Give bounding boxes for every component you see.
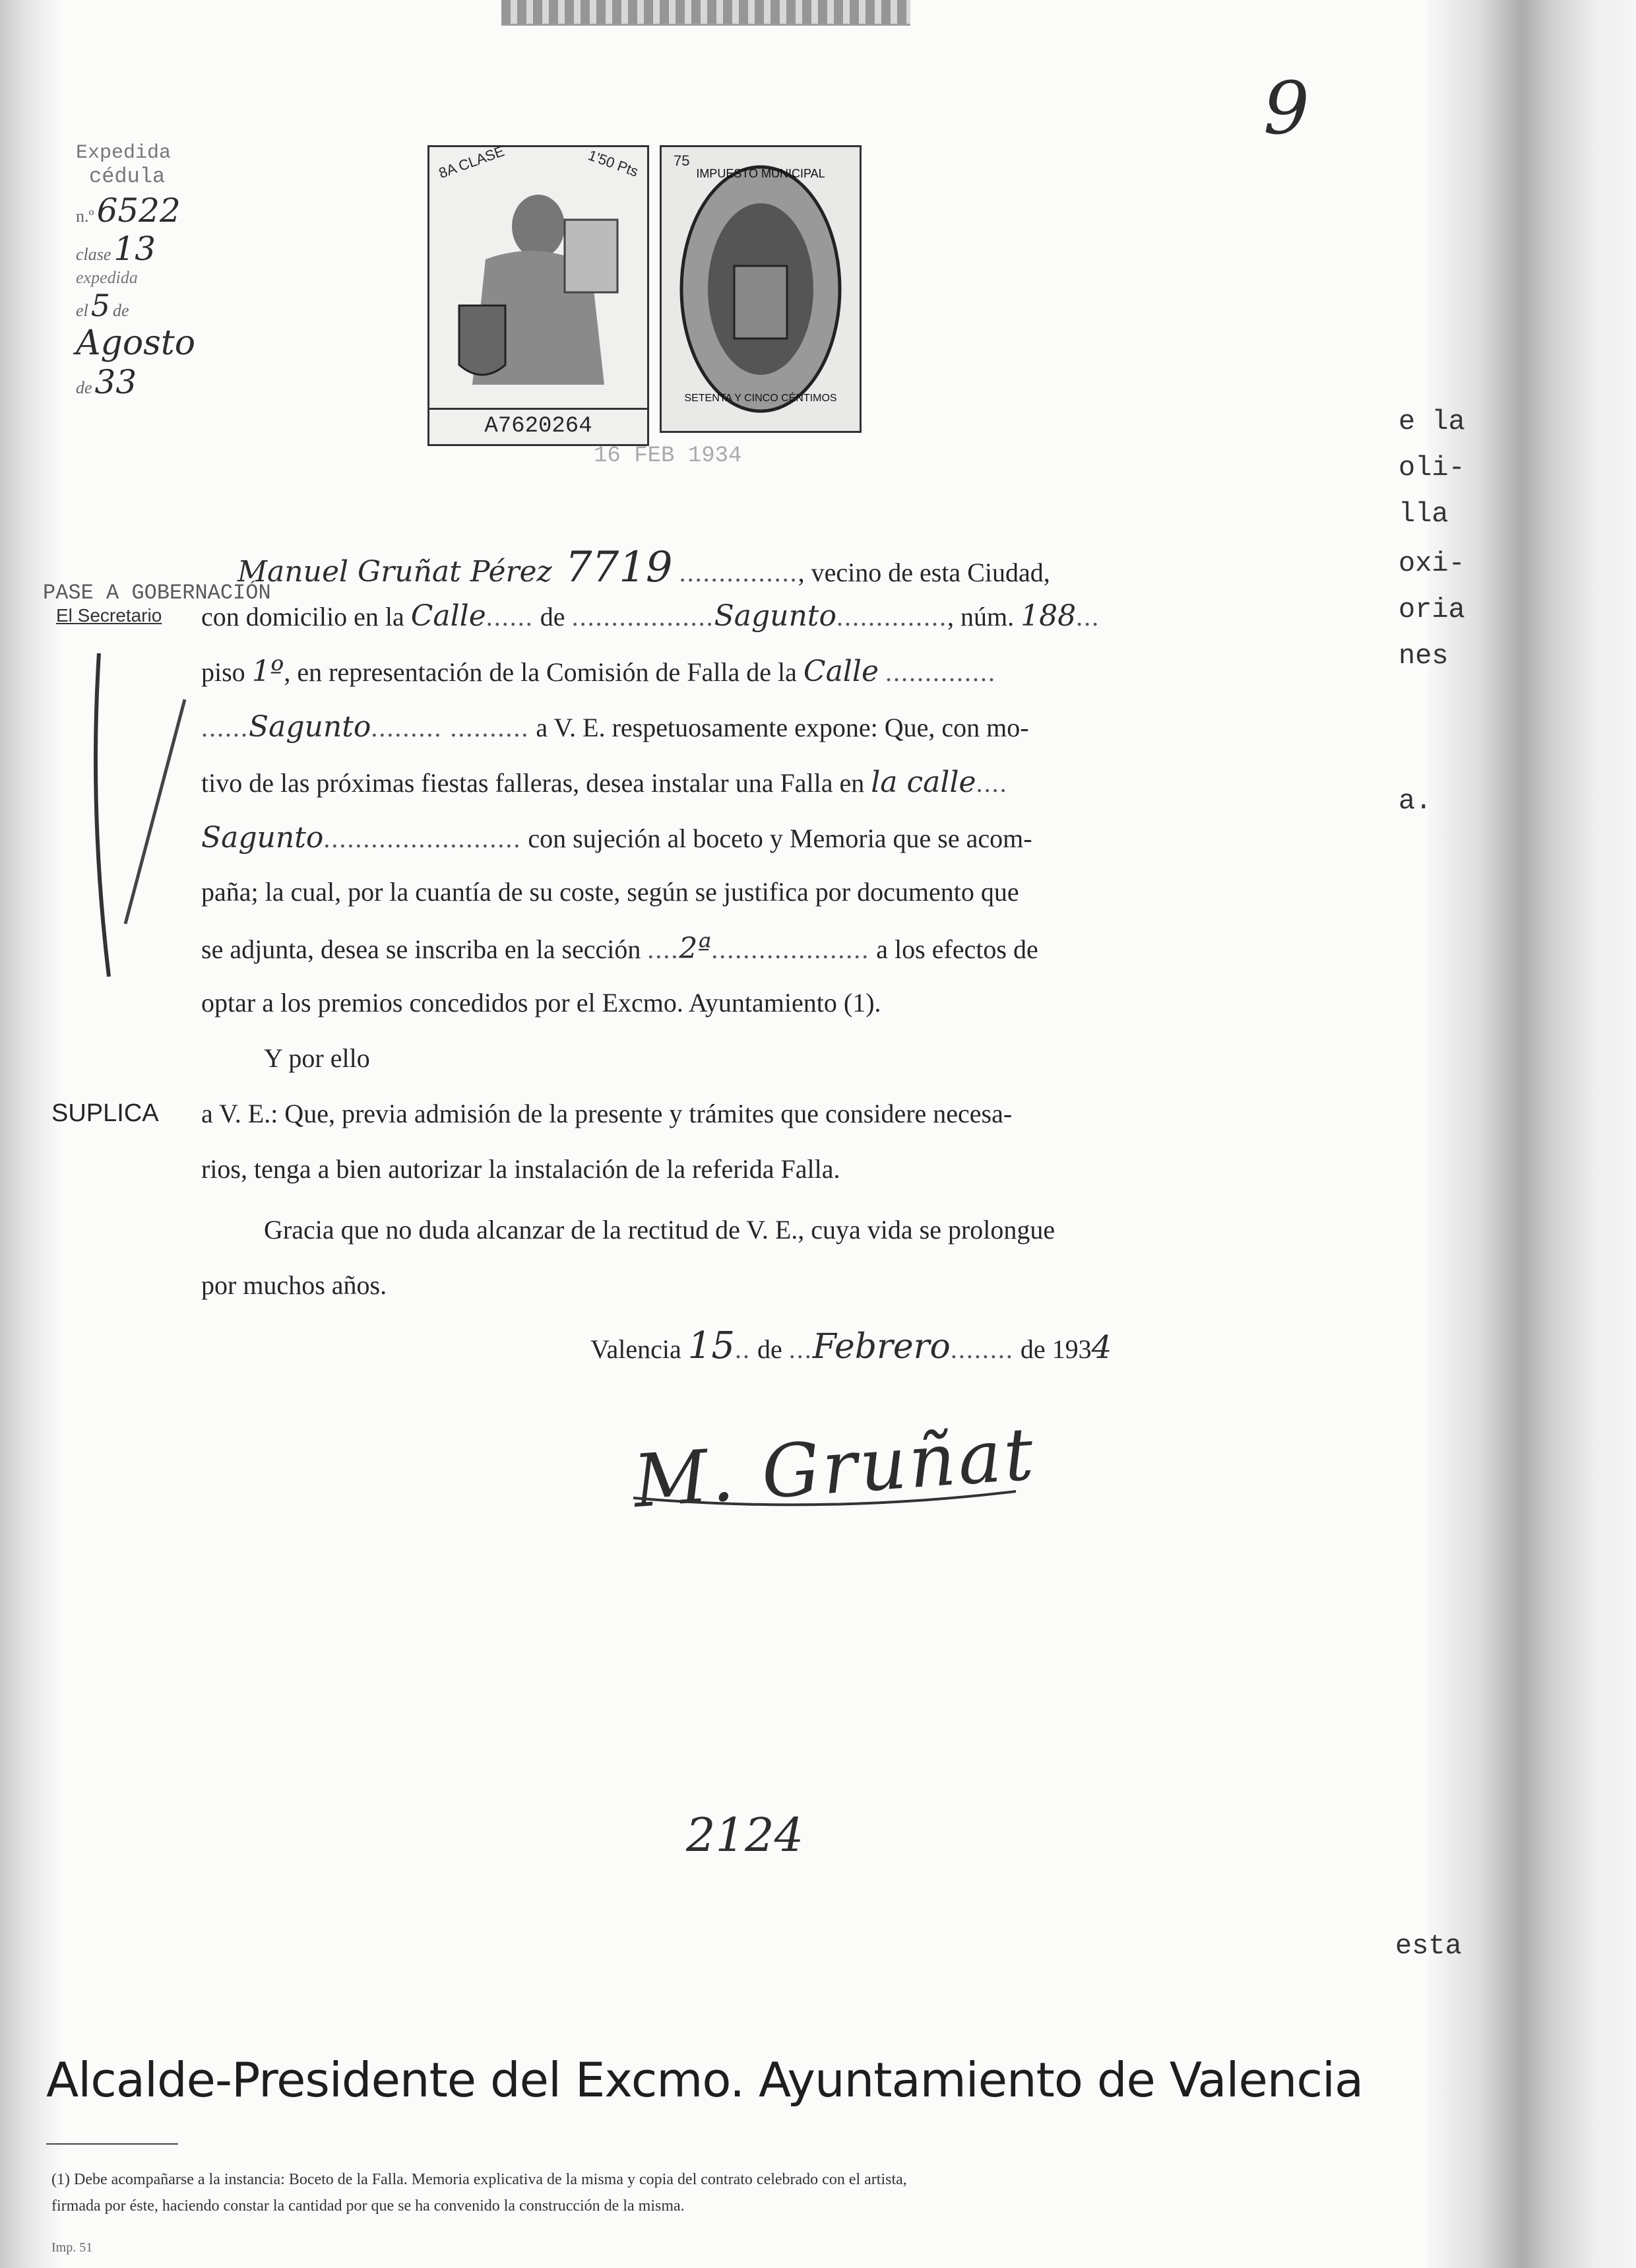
municipal-stamp-top-text: IMPUESTO MUNICIPAL — [696, 167, 825, 180]
right-fragment-8: esta — [1395, 1930, 1462, 1962]
clase-value: 13 — [113, 230, 156, 268]
el-label: el — [76, 301, 88, 320]
handwritten-number: 2124 — [686, 1808, 804, 1862]
calle-fill-2: Calle — [803, 655, 879, 688]
line6-text: con sujeción al boceto y Memoria que se acom- — [528, 824, 1032, 853]
municipal-oval-image — [668, 154, 853, 424]
calle-fill: Calle — [410, 599, 486, 633]
petition-line-9: optar a los premios concedidos por el Excmo. Ayuntamiento (1). — [201, 988, 881, 1018]
street-fill: Sagunto — [714, 599, 836, 633]
month-fill: Febrero — [812, 1327, 951, 1367]
line8-text: se adjunta, desea se inscriba en la sección — [201, 934, 641, 964]
allegory-figure-image — [439, 187, 637, 398]
gracia-line-1: Gracia que no duda alcanzar de la rectitud de V. E., cuya vida se prolongue — [264, 1215, 1055, 1245]
number-fill: 188 — [1021, 599, 1077, 633]
municipal-stamp-bottom-text: SETENTA Y CINCO CÉNTIMOS — [684, 393, 837, 404]
right-fragment-3: lla — [1399, 498, 1449, 530]
expedida-label: expedida — [76, 268, 138, 287]
line8-suffix: a los efectos de — [876, 934, 1038, 964]
footnote-line-1: (1) Debe acompañarse a la instancia: Boceto de la Falla. Memoria explicativa de la misma y copia del contrato celebrado con el artista, — [51, 2171, 907, 2188]
footnote-line-2: firmada por éste, haciendo constar la cantidad por que se ha convenido la construcción de la misma. — [51, 2197, 685, 2215]
municipal-stamp-number: 75 — [674, 152, 690, 169]
state-stamp-price: 1'50 Pts — [586, 146, 641, 180]
petition-line-5: tivo de las próximas fiestas falleras, desea instalar una Falla en la calle.... — [201, 765, 1008, 799]
signature-flourish — [627, 1478, 1022, 1518]
petition-line-2: con domicilio en la Calle...... de ..................Sagunto.............., núm. 188... — [201, 599, 1100, 633]
document-heading: Alcalde-Presidente del Excmo. Ayuntamiento de Valencia — [46, 2052, 1364, 2108]
margin-pencil-strokes — [53, 647, 211, 990]
line2-num: , núm. — [947, 602, 1015, 632]
date-stamp: 16 FEB 1934 — [594, 443, 742, 469]
right-fragment-4: oxi- — [1399, 548, 1465, 579]
right-fragment-2: oli- — [1399, 452, 1465, 484]
state-stamp-serial: A7620264 — [429, 408, 647, 439]
petition-line-3: piso 1º, en representación de la Comisión de Falla de la Calle .............. — [201, 655, 996, 688]
mes-value: Agosto — [76, 323, 196, 363]
date-de-year: de 193 — [1020, 1334, 1092, 1364]
footnote-rule — [46, 2143, 178, 2145]
petition-line-7: paña; la cual, por la cuantía de su coste, según se justifica por documento que — [201, 877, 1019, 907]
petition-line-4: ......Sagunto......... .......... a V. E. respetuosamente expone: Que, con mo- — [201, 710, 1029, 744]
state-revenue-stamp — [427, 145, 649, 446]
date-de: de — [757, 1334, 782, 1364]
line2-de: de — [540, 602, 565, 632]
municipal-tax-stamp — [660, 145, 862, 433]
no-value: 6522 — [96, 191, 181, 230]
de2-label: de — [76, 378, 92, 397]
expedida-heading: Expedida — [76, 142, 172, 164]
page-number: 9 — [1263, 66, 1309, 150]
suplica-label: SUPLICA — [51, 1099, 159, 1127]
de-label: de — [113, 301, 129, 320]
gracia-line-2: por muchos años. — [201, 1270, 387, 1300]
right-fragment-6: nes — [1399, 640, 1449, 672]
suplica-line-2: rios, tenga a bien autorizar la instalación de la referida Falla. — [201, 1154, 840, 1184]
scribble-fill: 7719 — [565, 543, 673, 592]
day-fill: 15 — [687, 1324, 735, 1367]
clase-label: clase — [76, 245, 111, 264]
pase-stamp-line1: PASE A GOBERNACIÓN — [43, 581, 271, 605]
la-calle-fill: la calle — [871, 765, 976, 799]
anio-value: 33 — [94, 363, 137, 401]
cedula-block — [76, 142, 221, 401]
top-stamp-marks — [501, 0, 910, 26]
pase-stamp-line2: El Secretario — [56, 605, 162, 626]
line3-piso: piso — [201, 657, 245, 687]
right-fragment-7: a. — [1399, 785, 1432, 817]
line4-text: a V. E. respetuosamente expone: Que, con mo- — [536, 713, 1029, 742]
right-fragment-5: oria — [1399, 594, 1465, 626]
petition-line-6: Sagunto......................... con sujeción al boceto y Memoria que se acom- — [201, 821, 1032, 855]
line5-text: tivo de las próximas fiestas falleras, desea instalar una Falla en — [201, 768, 865, 798]
valencia-label: Valencia — [590, 1334, 681, 1364]
el-value: 5 — [90, 288, 111, 323]
date-line: Valencia 15.. de ...Febrero........ de 1934 — [590, 1324, 1112, 1367]
name-fill: Manuel Gruñat Pérez — [237, 555, 552, 589]
year-fill: 4 — [1091, 1329, 1112, 1366]
line1-suffix: , vecino de esta Ciudad, — [798, 558, 1050, 587]
petition-line-1: Manuel Gruñat Pérez 7719 ..............., vecino de esta Ciudad, — [237, 543, 1050, 592]
por-ello-line: Y por ello — [264, 1043, 370, 1073]
no-label: n.º — [76, 207, 94, 226]
signature: M. Gruñat — [631, 1411, 1039, 1524]
sagunto-fill-2: Sagunto — [201, 821, 324, 855]
sagunto-fill-1: Sagunto — [249, 710, 371, 744]
right-fragment-1: e la — [1399, 406, 1465, 437]
line3-text: , en representación de la Comisión de Falla de la — [284, 657, 797, 687]
line2-prefix: con domicilio en la — [201, 602, 404, 632]
piso-fill: 1º — [251, 655, 284, 688]
footnote-line-3: Imp. 51 — [51, 2240, 93, 2255]
scan-left-edge — [0, 0, 63, 2268]
suplica-line-1: a V. E.: Que, previa admisión de la presente y trámites que considere necesa- — [201, 1099, 1013, 1128]
cedula-label: cédula — [89, 164, 166, 189]
state-stamp-class: 8A CLASE — [436, 143, 507, 182]
scan-right-edge — [1428, 0, 1636, 2268]
section-fill: 2ª — [679, 932, 712, 965]
petition-line-8: se adjunta, desea se inscriba en la sección ....2ª.................... a los efectos de — [201, 932, 1038, 965]
